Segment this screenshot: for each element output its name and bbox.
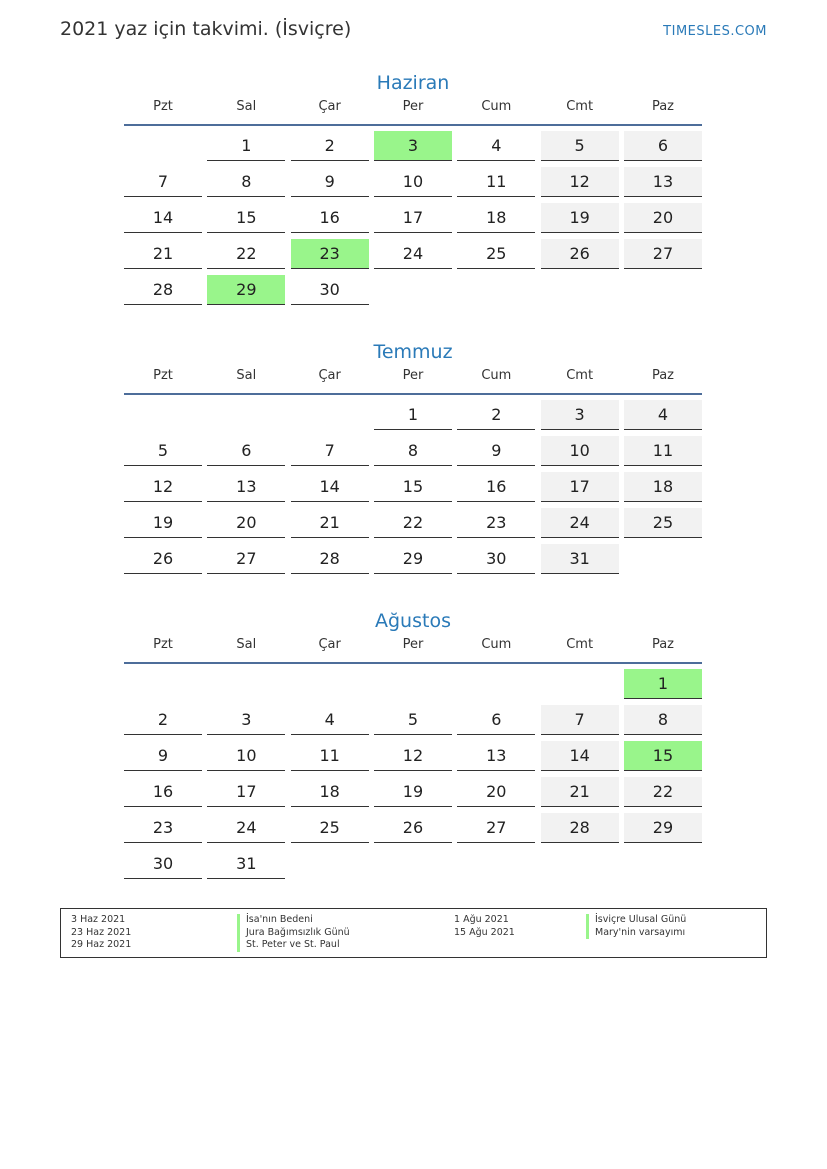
day-cell: 13 [624, 167, 702, 197]
holiday-legend [60, 908, 767, 958]
weekday-label: Çar [318, 99, 341, 114]
day-cell: 14 [124, 203, 202, 233]
week-row [124, 203, 702, 233]
legend-holiday-name: Mary'nin varsayımı [586, 927, 686, 940]
week-row [124, 275, 702, 305]
day-cell: 28 [541, 813, 619, 843]
weekday-label: Cmt [566, 637, 594, 652]
day-cell: 12 [124, 472, 202, 502]
day-cell: 20 [457, 777, 535, 807]
weekday-label: Pzt [153, 637, 173, 652]
legend-holiday-name: Jura Bağımsızlık Günü [237, 927, 350, 940]
legend-date: 23 Haz 2021 [71, 926, 132, 938]
day-cell: 9 [291, 167, 369, 197]
day-cell: 10 [541, 436, 619, 466]
week-row [124, 544, 702, 574]
day-grid [124, 669, 702, 879]
day-cell: 5 [374, 705, 452, 735]
weekday-label: Sal [236, 637, 257, 652]
day-cell: 14 [541, 741, 619, 771]
month-title: Temmuz [373, 341, 453, 363]
weekday-label: Sal [236, 368, 257, 383]
day-cell: 26 [124, 544, 202, 574]
day-cell: 21 [541, 777, 619, 807]
day-cell: 20 [207, 508, 285, 538]
day-cell: 2 [291, 131, 369, 161]
empty-day-cell [457, 275, 535, 305]
day-cell: 22 [207, 239, 285, 269]
day-cell: 11 [457, 167, 535, 197]
weekday-label: Çar [318, 368, 341, 383]
legend-date: 15 Ağu 2021 [454, 926, 515, 938]
day-cell: 31 [207, 849, 285, 879]
weekday-label: Cum [481, 637, 512, 652]
weekday-label: Çar [318, 637, 341, 652]
legend-holiday-name: St. Peter ve St. Paul [237, 939, 350, 952]
day-cell: 31 [541, 544, 619, 574]
empty-day-cell [541, 669, 619, 699]
month-title: Ağustos [375, 610, 451, 632]
weekday-label: Per [402, 368, 424, 383]
day-cell: 3 [207, 705, 285, 735]
legend-names-left [237, 914, 350, 952]
day-cell: 2 [457, 400, 535, 430]
day-cell: 20 [624, 203, 702, 233]
day-grid [124, 400, 702, 574]
week-row [124, 813, 702, 843]
site-link[interactable]: TIMESLES.COM [663, 24, 767, 39]
weekday-label: Pzt [153, 99, 173, 114]
weekday-label: Sal [236, 99, 257, 114]
day-cell: 13 [207, 472, 285, 502]
legend-dates-right [454, 914, 515, 939]
day-cell: 17 [541, 472, 619, 502]
empty-day-cell [374, 669, 452, 699]
legend-date: 29 Haz 2021 [71, 939, 132, 950]
week-row [124, 849, 702, 879]
week-row [124, 131, 702, 161]
empty-day-cell [541, 849, 619, 879]
weekday-label: Per [402, 99, 424, 114]
weekday-label: Cmt [566, 99, 594, 114]
day-cell: 16 [291, 203, 369, 233]
weekday-label: Pzt [153, 368, 173, 383]
day-cell: 17 [374, 203, 452, 233]
day-cell: 27 [624, 239, 702, 269]
empty-day-cell [124, 131, 202, 161]
weekday-label: Per [402, 637, 424, 652]
weekday-label: Cum [481, 368, 512, 383]
weekday-label: Cum [481, 99, 512, 114]
legend-dates-left [71, 914, 131, 952]
week-row [124, 777, 702, 807]
day-cell: 19 [374, 777, 452, 807]
day-cell: 30 [291, 275, 369, 305]
day-cell: 25 [457, 239, 535, 269]
empty-day-cell [374, 275, 452, 305]
day-cell: 2 [124, 705, 202, 735]
day-cell: 29 [374, 544, 452, 574]
day-cell: 24 [541, 508, 619, 538]
holiday-day-cell: 1 [624, 669, 702, 699]
day-cell: 30 [124, 849, 202, 879]
holiday-day-cell: 15 [624, 741, 702, 771]
day-cell: 24 [374, 239, 452, 269]
day-cell: 15 [207, 203, 285, 233]
empty-day-cell [124, 669, 202, 699]
day-cell: 16 [457, 472, 535, 502]
day-cell: 5 [541, 131, 619, 161]
day-cell: 27 [457, 813, 535, 843]
day-cell: 21 [124, 239, 202, 269]
month-title: Haziran [376, 72, 450, 94]
day-cell: 11 [291, 741, 369, 771]
month-august [124, 606, 702, 885]
weekday-label: Cmt [566, 368, 594, 383]
empty-day-cell [624, 275, 702, 305]
day-cell: 8 [624, 705, 702, 735]
day-cell: 14 [291, 472, 369, 502]
day-cell: 29 [624, 813, 702, 843]
day-cell: 19 [541, 203, 619, 233]
empty-day-cell [624, 849, 702, 879]
day-cell: 4 [291, 705, 369, 735]
day-cell: 25 [624, 508, 702, 538]
weekday-label: Paz [651, 637, 674, 652]
page-title: 2021 yaz için takvimi. (İsviçre) [60, 18, 352, 40]
day-cell: 11 [624, 436, 702, 466]
legend-date: 3 Haz 2021 [71, 914, 126, 925]
day-cell: 17 [207, 777, 285, 807]
empty-day-cell [374, 849, 452, 879]
day-cell: 23 [457, 508, 535, 538]
day-cell: 9 [457, 436, 535, 466]
day-grid [124, 131, 702, 305]
day-cell: 26 [541, 239, 619, 269]
day-cell: 4 [457, 131, 535, 161]
day-cell: 21 [291, 508, 369, 538]
week-row [124, 508, 702, 538]
week-row [124, 705, 702, 735]
legend-date: 1 Ağu 2021 [454, 914, 509, 925]
week-row [124, 472, 702, 502]
day-cell: 27 [207, 544, 285, 574]
weekday-header [124, 367, 702, 395]
weekday-header [124, 636, 702, 664]
legend-holiday-name: İsviçre Ulusal Günü [586, 914, 686, 927]
day-cell: 13 [457, 741, 535, 771]
day-cell: 8 [207, 167, 285, 197]
day-cell: 19 [124, 508, 202, 538]
day-cell: 22 [624, 777, 702, 807]
day-cell: 12 [541, 167, 619, 197]
empty-day-cell [624, 544, 702, 574]
weekday-header [124, 98, 702, 126]
week-row [124, 436, 702, 466]
day-cell: 23 [124, 813, 202, 843]
day-cell: 10 [207, 741, 285, 771]
week-row [124, 239, 702, 269]
day-cell: 6 [457, 705, 535, 735]
day-cell: 30 [457, 544, 535, 574]
empty-day-cell [207, 400, 285, 430]
day-cell: 6 [624, 131, 702, 161]
holiday-day-cell: 23 [291, 239, 369, 269]
day-cell: 18 [624, 472, 702, 502]
day-cell: 25 [291, 813, 369, 843]
week-row [124, 741, 702, 771]
day-cell: 18 [291, 777, 369, 807]
week-row [124, 167, 702, 197]
weekday-label: Paz [651, 99, 674, 114]
empty-day-cell [291, 849, 369, 879]
day-cell: 5 [124, 436, 202, 466]
day-cell: 28 [291, 544, 369, 574]
legend-names-right [586, 914, 686, 939]
month-june [124, 68, 702, 311]
day-cell: 4 [624, 400, 702, 430]
day-cell: 1 [207, 131, 285, 161]
day-cell: 26 [374, 813, 452, 843]
day-cell: 9 [124, 741, 202, 771]
day-cell: 7 [541, 705, 619, 735]
empty-day-cell [207, 669, 285, 699]
day-cell: 28 [124, 275, 202, 305]
empty-day-cell [124, 400, 202, 430]
month-july [124, 337, 702, 580]
day-cell: 12 [374, 741, 452, 771]
day-cell: 6 [207, 436, 285, 466]
empty-day-cell [457, 849, 535, 879]
day-cell: 7 [124, 167, 202, 197]
weekday-label: Paz [651, 368, 674, 383]
day-cell: 16 [124, 777, 202, 807]
day-cell: 10 [374, 167, 452, 197]
empty-day-cell [291, 400, 369, 430]
empty-day-cell [541, 275, 619, 305]
day-cell: 24 [207, 813, 285, 843]
legend-holiday-name: İsa'nın Bedeni [237, 914, 350, 927]
day-cell: 1 [374, 400, 452, 430]
day-cell: 15 [374, 472, 452, 502]
holiday-day-cell: 3 [374, 131, 452, 161]
day-cell: 18 [457, 203, 535, 233]
empty-day-cell [291, 669, 369, 699]
day-cell: 3 [541, 400, 619, 430]
week-row [124, 669, 702, 699]
day-cell: 8 [374, 436, 452, 466]
empty-day-cell [457, 669, 535, 699]
day-cell: 7 [291, 436, 369, 466]
holiday-day-cell: 29 [207, 275, 285, 305]
week-row [124, 400, 702, 430]
day-cell: 22 [374, 508, 452, 538]
